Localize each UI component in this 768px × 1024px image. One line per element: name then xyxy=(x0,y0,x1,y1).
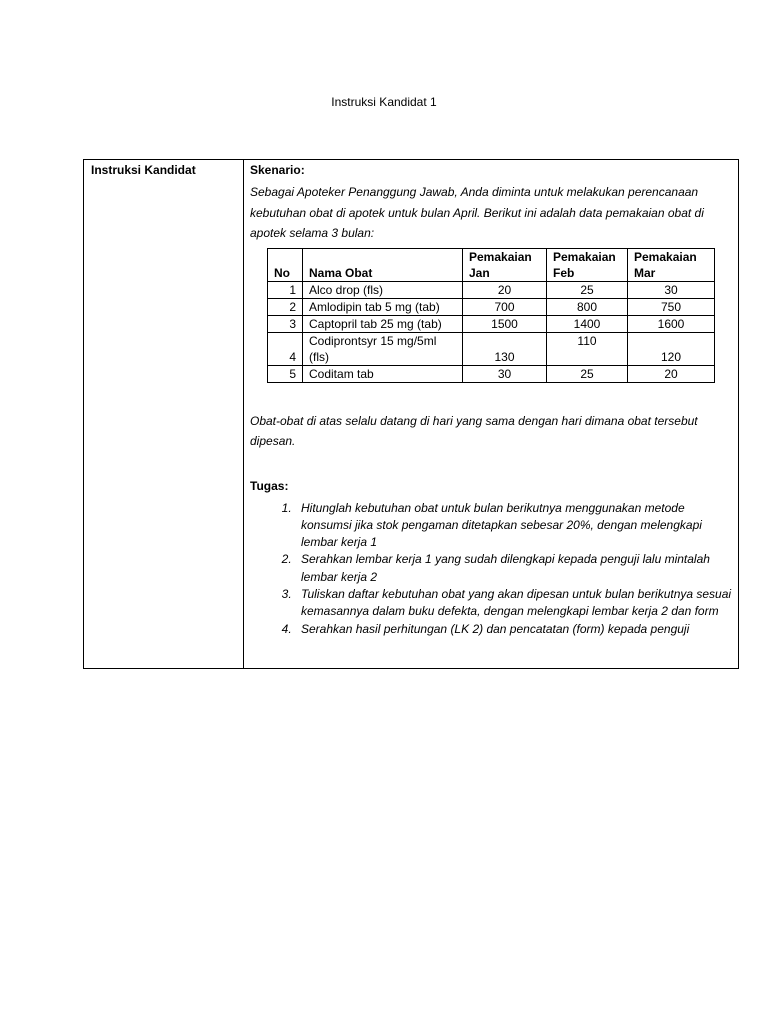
row-jan: 1500 xyxy=(463,315,547,332)
header-feb: Pemakaian Feb xyxy=(547,248,628,281)
scenario-text: Sebagai Apoteker Penanggung Jawab, Anda diminta untuk melakukan perencanaan kebutuhan obat di apotek untuk bulan April. Berikut ini adalah data pemakaian obat di apotek selama 3 bulan: xyxy=(250,185,704,240)
table-row xyxy=(268,281,715,298)
instruction-content xyxy=(250,162,734,638)
drug-usage-table xyxy=(267,248,715,383)
row-feb: 110 xyxy=(547,332,628,365)
header-mar: Pemakaian Mar xyxy=(628,248,715,281)
row-no: 2 xyxy=(268,298,303,315)
list-item: 2. Serahkan lembar kerja 1 yang sudah dilengkapi kepada penguji lalu mintalah lembar kerja 2 xyxy=(295,551,734,586)
row-jan: 130 xyxy=(463,332,547,365)
row-feb: 25 xyxy=(547,365,628,382)
table-row xyxy=(268,365,715,382)
tasks-heading: Tugas: xyxy=(250,478,289,493)
row-mar: 750 xyxy=(628,298,715,315)
row-no: 5 xyxy=(268,365,303,382)
row-no: 4 xyxy=(268,332,303,365)
row-drug-name: Coditam tab xyxy=(303,365,463,382)
delivery-note: Obat-obat di atas selalu datang di hari yang sama dengan hari dimana obat tersebut dipesan. xyxy=(250,413,698,448)
row-drug-name: Captopril tab 25 mg (tab) xyxy=(303,315,463,332)
row-no: 1 xyxy=(268,281,303,298)
list-item: 1. Hitunglah kebutuhan obat untuk bulan berikutnya menggunakan metode konsumsi jika stok pengaman ditetapkan sebesar 20%, dengan melengkapi lembar kerja 1 xyxy=(295,500,734,552)
row-feb: 25 xyxy=(547,281,628,298)
header-name: Nama Obat xyxy=(303,248,463,281)
row-mar: 30 xyxy=(628,281,715,298)
row-mar: 120 xyxy=(628,332,715,365)
row-feb: 1400 xyxy=(547,315,628,332)
scenario-heading: Skenario: xyxy=(250,163,305,177)
row-feb: 800 xyxy=(547,298,628,315)
row-mar: 20 xyxy=(628,365,715,382)
column-divider xyxy=(243,160,244,668)
row-jan: 20 xyxy=(463,281,547,298)
header-jan: Pemakaian Jan xyxy=(463,248,547,281)
row-jan: 30 xyxy=(463,365,547,382)
task-list xyxy=(250,500,734,638)
row-no: 3 xyxy=(268,315,303,332)
table-row xyxy=(268,315,715,332)
list-item: 3. Tuliskan daftar kebutuhan obat yang akan dipesan untuk bulan berikutnya sesuai kemasannya dalam buku defekta, dengan melengkapi lembar kerja 2 dan form xyxy=(295,586,734,621)
document-title: Instruksi Kandidat 1 xyxy=(331,95,437,109)
instruction-table xyxy=(83,159,739,669)
header-no: No xyxy=(268,248,303,281)
row-mar: 1600 xyxy=(628,315,715,332)
table-header-row xyxy=(268,248,715,281)
left-column-label: Instruksi Kandidat xyxy=(91,163,196,177)
row-drug-name: Amlodipin tab 5 mg (tab) xyxy=(303,298,463,315)
table-row xyxy=(268,298,715,315)
row-drug-name: Codiprontsyr 15 mg/5ml (fls) xyxy=(303,332,463,365)
row-jan: 700 xyxy=(463,298,547,315)
row-drug-name: Alco drop (fls) xyxy=(303,281,463,298)
table-row xyxy=(268,332,715,365)
list-item: 4. Serahkan hasil perhitungan (LK 2) dan pencatatan (form) kepada penguji xyxy=(295,621,734,638)
